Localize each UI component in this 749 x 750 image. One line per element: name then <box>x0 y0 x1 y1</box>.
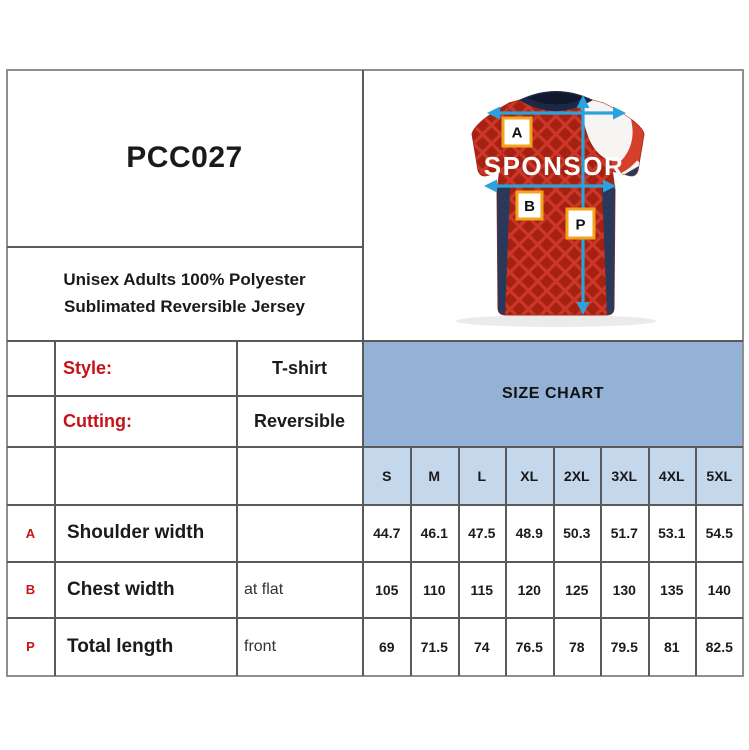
size-header-cell: XL <box>520 467 539 484</box>
value-cell: 125 <box>565 581 589 598</box>
size-header-cell: L <box>477 467 487 484</box>
value-cell: 130 <box>612 581 636 598</box>
row-note: front <box>244 637 277 655</box>
value-cell: 69 <box>378 638 395 655</box>
style-value: T-shirt <box>271 357 327 378</box>
row-key-p: P <box>26 639 35 654</box>
value-cell: 71.5 <box>420 638 448 655</box>
value-cell: 46.1 <box>420 525 448 541</box>
style-label: Style: <box>63 357 113 378</box>
marker-a-label: A <box>511 124 523 142</box>
value-cell: 50.3 <box>563 525 591 541</box>
value-cell: 48.9 <box>515 525 543 541</box>
product-code: PCC027 <box>126 141 243 174</box>
size-header-row <box>363 447 743 504</box>
description-line-2: Sublimated Reversible Jersey <box>64 296 305 316</box>
size-header-cell: 5XL <box>706 467 733 484</box>
value-cell: 81 <box>663 638 680 655</box>
row-name-total-length: Total length <box>67 635 174 657</box>
size-header-cell: S <box>382 467 392 484</box>
size-header-cell: 3XL <box>611 467 638 484</box>
value-cell: 140 <box>707 581 731 598</box>
row-key-a: A <box>25 525 36 541</box>
size-chart-title: SIZE CHART <box>502 385 604 402</box>
row-name-shoulder-width: Shoulder width <box>67 522 205 543</box>
value-cell: 105 <box>375 581 399 598</box>
value-cell: 82.5 <box>705 638 733 655</box>
row-values-shoulder-width <box>363 505 743 561</box>
size-header-cell: M <box>428 467 441 484</box>
description-line-1: Unisex Adults 100% Polyester <box>63 270 306 290</box>
marker-p-label: P <box>575 216 586 234</box>
value-cell: 74 <box>473 638 490 655</box>
cutting-label: Cutting: <box>63 410 132 431</box>
marker-b-label: B <box>524 198 535 215</box>
size-header-cell: 2XL <box>563 467 590 484</box>
row-key-b: B <box>25 582 36 597</box>
row-note <box>237 505 362 561</box>
product-description <box>7 247 362 340</box>
sponsor-text: SPONSOR <box>483 151 625 181</box>
value-cell: 78 <box>568 638 585 655</box>
value-cell: 76.5 <box>515 638 543 655</box>
value-cell: 135 <box>660 581 684 598</box>
row-values-chest-width <box>363 562 743 617</box>
value-cell: 110 <box>422 581 446 598</box>
value-cell: 79.5 <box>610 638 638 655</box>
value-cell: 44.7 <box>373 525 401 541</box>
value-cell: 54.5 <box>705 525 733 541</box>
row-note: at flat <box>244 580 284 598</box>
row-name-chest-width: Chest width <box>67 578 175 600</box>
value-cell: 51.7 <box>610 525 638 541</box>
value-cell: 115 <box>470 581 494 598</box>
cutting-value: Reversible <box>253 410 346 431</box>
row-values-total-length <box>363 618 743 675</box>
size-header-cell: 4XL <box>658 467 685 484</box>
value-cell: 53.1 <box>658 525 686 541</box>
value-cell: 120 <box>517 581 541 598</box>
value-cell: 47.5 <box>468 525 496 541</box>
